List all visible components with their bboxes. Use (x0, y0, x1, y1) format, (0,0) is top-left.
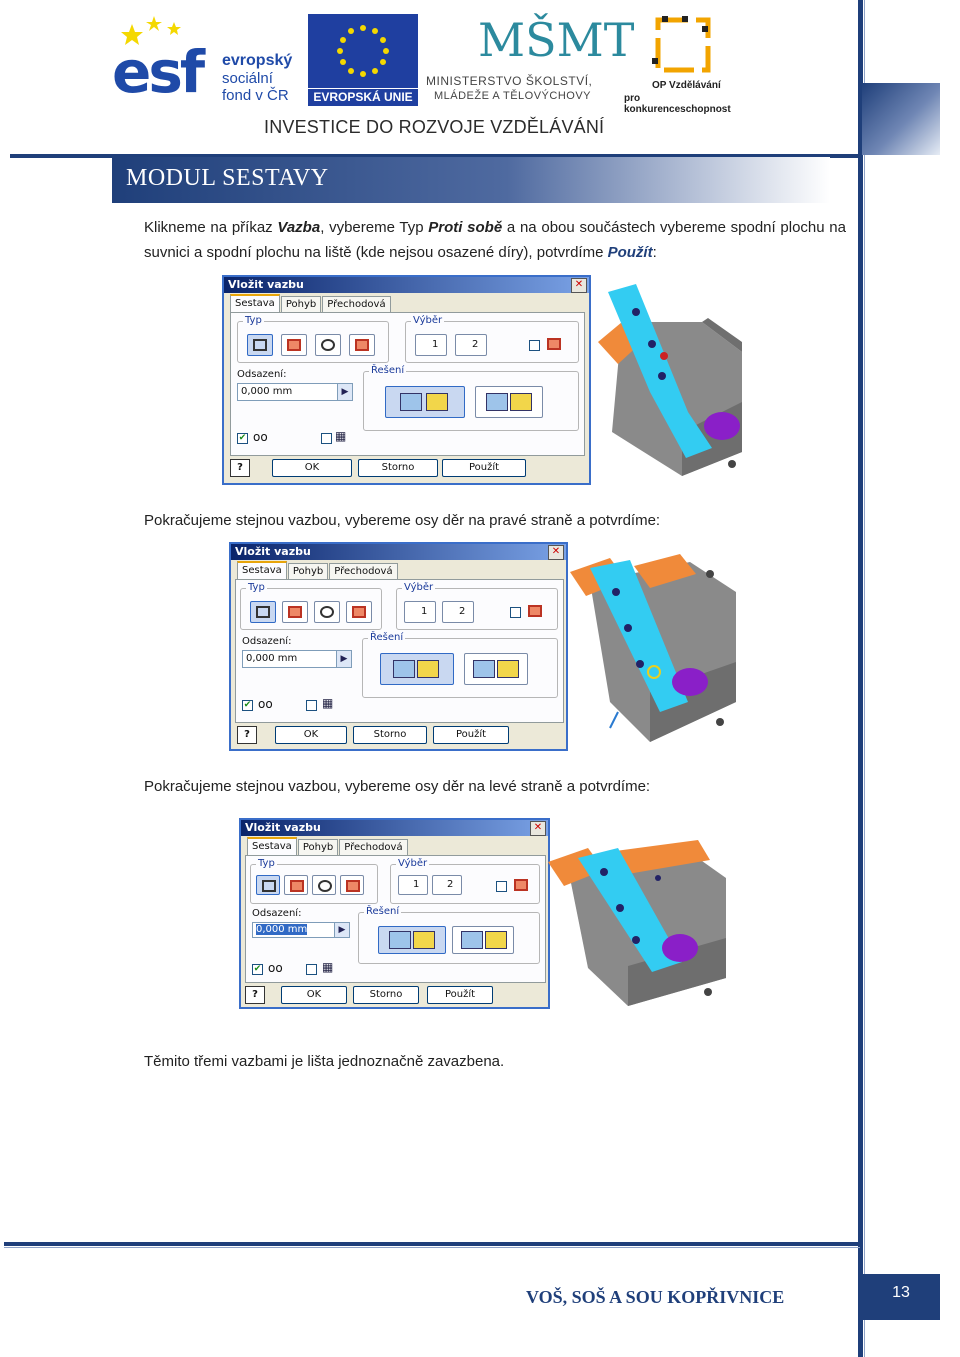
offset-value: 0,000 mm (246, 653, 298, 664)
eu-logo (308, 14, 418, 106)
storno-button[interactable]: Storno (358, 459, 438, 477)
tab-prechodova[interactable]: Přechodová (339, 839, 407, 855)
offset-value: 0,000 mm (241, 386, 293, 397)
p1-text-e: a na obou součástech vybereme spodní plochu na suvnici a spodní plochu na liště (kde nejsou osazené díry), potvrdíme (144, 219, 846, 261)
mate-type-button[interactable] (256, 875, 280, 895)
esf-mark: esf (112, 38, 203, 106)
offset-input[interactable] (242, 650, 352, 668)
model-image-2 (570, 552, 736, 744)
esf-logo (112, 14, 302, 106)
preview-checkbox[interactable]: ✔ (253, 964, 262, 974)
offset-input[interactable] (237, 383, 353, 401)
esf-line-1: evropský (222, 52, 293, 69)
msmt-mark: MŠMT (478, 13, 635, 67)
tab-pohyb[interactable]: Pohyb (281, 296, 321, 312)
page-number: 13 (862, 1274, 940, 1320)
paragraph-4: Těmito třemi vazbami je lišta jednoznačně zavazbena. (144, 1053, 505, 1070)
tab-pohyb[interactable]: Pohyb (298, 839, 338, 855)
ok-button[interactable]: OK (272, 459, 352, 477)
limits-checkbox[interactable] (321, 433, 332, 444)
angle-type-button[interactable] (281, 334, 307, 356)
esf-line-2: sociální (222, 70, 273, 87)
eu-label: EVROPSKÁ UNIE (308, 89, 418, 106)
dialog-1-tabs (230, 296, 392, 312)
limits-icon: ▦ (335, 429, 347, 443)
preview-checkbox[interactable]: ✔ (238, 433, 247, 443)
select-2-label: 2 (447, 879, 454, 890)
dialog-3-titlebar (241, 820, 548, 836)
dialog-1-titlebar (224, 277, 589, 293)
tab-sestava[interactable]: Sestava (230, 294, 280, 313)
first-click-checkbox[interactable] (529, 340, 540, 351)
select-2-button[interactable] (432, 875, 462, 895)
glasses-icon: oo (268, 961, 283, 975)
eu-stars-icon (308, 14, 418, 88)
dialog-title: Vložit vazbu (228, 278, 304, 291)
angle-type-button[interactable] (282, 601, 308, 623)
insert-type-button[interactable] (340, 875, 364, 895)
tangent-type-button[interactable] (315, 334, 341, 356)
glasses-icon: oo (258, 697, 273, 711)
msmt-logo (426, 10, 635, 106)
select-2-label: 2 (459, 606, 466, 617)
tab-pohyb[interactable]: Pohyb (288, 563, 328, 579)
right-border-line-thin (864, 0, 865, 1357)
vyber-label: Výběr (413, 315, 443, 326)
op-line-2: pro konkurenceschopnost (624, 93, 731, 115)
select-1-button[interactable] (415, 334, 447, 356)
dialog-title: Vložit vazbu (245, 821, 321, 834)
dialog-1 (222, 275, 591, 485)
dialog-2-titlebar (231, 544, 566, 560)
esf-line-3: fond v ČR (222, 87, 289, 104)
typ-label: Typ (258, 858, 275, 869)
select-1-label: 1 (421, 606, 428, 617)
help-button[interactable]: ? (230, 459, 250, 477)
footer-divider-thin (4, 1247, 860, 1248)
reseni-label: Řešení (371, 365, 405, 376)
solution-flush-button[interactable] (475, 386, 543, 418)
p1-text-a: Klikneme na příkaz (144, 219, 278, 236)
vyber-label: Výběr (398, 858, 428, 869)
solution-mate-button[interactable] (380, 653, 454, 685)
select-2-button[interactable] (442, 601, 474, 623)
limits-icon: ▦ (322, 960, 334, 974)
footer-divider (4, 1242, 860, 1246)
limits-icon: ▦ (322, 696, 334, 710)
ok-button[interactable]: OK (281, 986, 347, 1004)
chevron-right-icon[interactable]: ▶ (336, 651, 351, 667)
offset-value: 0,000 mm (256, 924, 308, 935)
offset-label: Odsazení: (237, 369, 287, 380)
tab-prechodova[interactable]: Přechodová (322, 296, 390, 312)
corner-decoration (862, 83, 940, 155)
p1-pouzit: Použít (607, 244, 653, 261)
close-icon[interactable]: ✕ (548, 545, 564, 560)
offset-label: Odsazení: (242, 636, 292, 647)
chevron-right-icon[interactable]: ▶ (337, 384, 352, 400)
model-image-1 (592, 282, 744, 476)
first-click-checkbox[interactable] (510, 607, 521, 618)
select-1-button[interactable] (398, 875, 428, 895)
dialog-3-panel (245, 855, 546, 983)
select-2-label: 2 (472, 339, 479, 350)
cube-icon[interactable] (512, 877, 530, 895)
cube-icon[interactable] (545, 336, 563, 354)
section-title: MODUL SESTAVY (126, 165, 329, 191)
limits-checkbox[interactable] (306, 964, 317, 975)
pouzit-button[interactable]: Použít (427, 986, 493, 1004)
dialog-title: Vložit vazbu (235, 545, 311, 558)
angle-type-button[interactable] (284, 875, 308, 895)
first-click-checkbox[interactable] (496, 881, 507, 892)
p1-text-g: : (652, 244, 657, 261)
section-banner (112, 157, 830, 203)
dialog-2 (229, 542, 568, 751)
select-1-label: 1 (413, 879, 420, 890)
dialog-3 (239, 818, 550, 1009)
solution-flush-button[interactable] (452, 926, 514, 954)
chevron-right-icon[interactable]: ▶ (334, 923, 349, 937)
close-icon[interactable]: ✕ (530, 821, 546, 836)
right-border-line (858, 0, 863, 1357)
select-1-label: 1 (432, 339, 439, 350)
msmt-line-2: MLÁDEŽE A TĚLOVÝCHOVY (434, 90, 592, 102)
solution-flush-button[interactable] (464, 653, 528, 685)
op-logo-graphic (622, 12, 748, 82)
eu-flag (308, 14, 418, 88)
vyber-label: Výběr (404, 582, 434, 593)
reseni-label: Řešení (366, 906, 400, 917)
pouzit-button[interactable]: Použít (442, 459, 526, 477)
p1-text-c: , vybereme Typ (320, 219, 429, 236)
tab-sestava[interactable]: Sestava (247, 837, 297, 856)
dialog-2-panel (235, 579, 564, 723)
paragraph-2: Pokračujeme stejnou vazbou, vybereme osy děr na pravé straně a potvrdíme: (144, 512, 661, 529)
pouzit-button[interactable]: Použít (433, 726, 509, 744)
solution-mate-button[interactable] (378, 926, 446, 954)
preview-checkbox[interactable]: ✔ (243, 700, 252, 710)
msmt-line-1: MINISTERSTVO ŠKOLSTVÍ, (426, 74, 593, 88)
storno-button[interactable]: Storno (353, 986, 419, 1004)
investice-slogan: INVESTICE DO ROZVOJE VZDĚLÁVÁNÍ (264, 117, 605, 137)
select-1-button[interactable] (404, 601, 436, 623)
tab-prechodova[interactable]: Přechodová (329, 563, 397, 579)
tangent-type-button[interactable] (314, 601, 340, 623)
dialog-3-tabs (247, 839, 409, 855)
select-2-button[interactable] (455, 334, 487, 356)
paragraph-1 (144, 215, 846, 265)
cube-icon[interactable] (526, 603, 544, 621)
typ-label: Typ (248, 582, 265, 593)
op-line-1: OP Vzdělávání (652, 80, 721, 91)
reseni-label: Řešení (370, 632, 404, 643)
help-button[interactable]: ? (245, 986, 265, 1004)
tab-sestava[interactable]: Sestava (237, 561, 287, 580)
dialog-2-tabs (237, 563, 399, 579)
paragraph-3: Pokračujeme stejnou vazbou, vybereme osy děr na levé straně a potvrdíme: (144, 778, 651, 795)
footer-school-name: VOŠ, SOŠ A SOU KOPŘIVNICE (526, 1287, 785, 1307)
insert-type-button[interactable] (349, 334, 375, 356)
op-logo (622, 12, 748, 115)
storno-button[interactable]: Storno (353, 726, 427, 744)
model-image-3 (548, 838, 726, 1006)
dialog-1-panel (230, 312, 585, 456)
mate-type-button[interactable] (247, 334, 273, 356)
glasses-icon: oo (253, 430, 268, 444)
ok-button[interactable]: OK (275, 726, 347, 744)
p1-vazba: Vazba (277, 219, 321, 236)
help-button[interactable]: ? (237, 726, 257, 744)
mate-type-button[interactable] (250, 601, 276, 623)
offset-label: Odsazení: (252, 908, 302, 919)
insert-type-button[interactable] (346, 601, 372, 623)
tangent-type-button[interactable] (312, 875, 336, 895)
offset-input[interactable] (252, 922, 350, 938)
close-icon[interactable]: ✕ (571, 278, 587, 293)
solution-mate-button[interactable] (385, 386, 465, 418)
p1-proti-sobe: Proti sobě (428, 219, 503, 236)
typ-label: Typ (245, 315, 262, 326)
limits-checkbox[interactable] (306, 700, 317, 711)
